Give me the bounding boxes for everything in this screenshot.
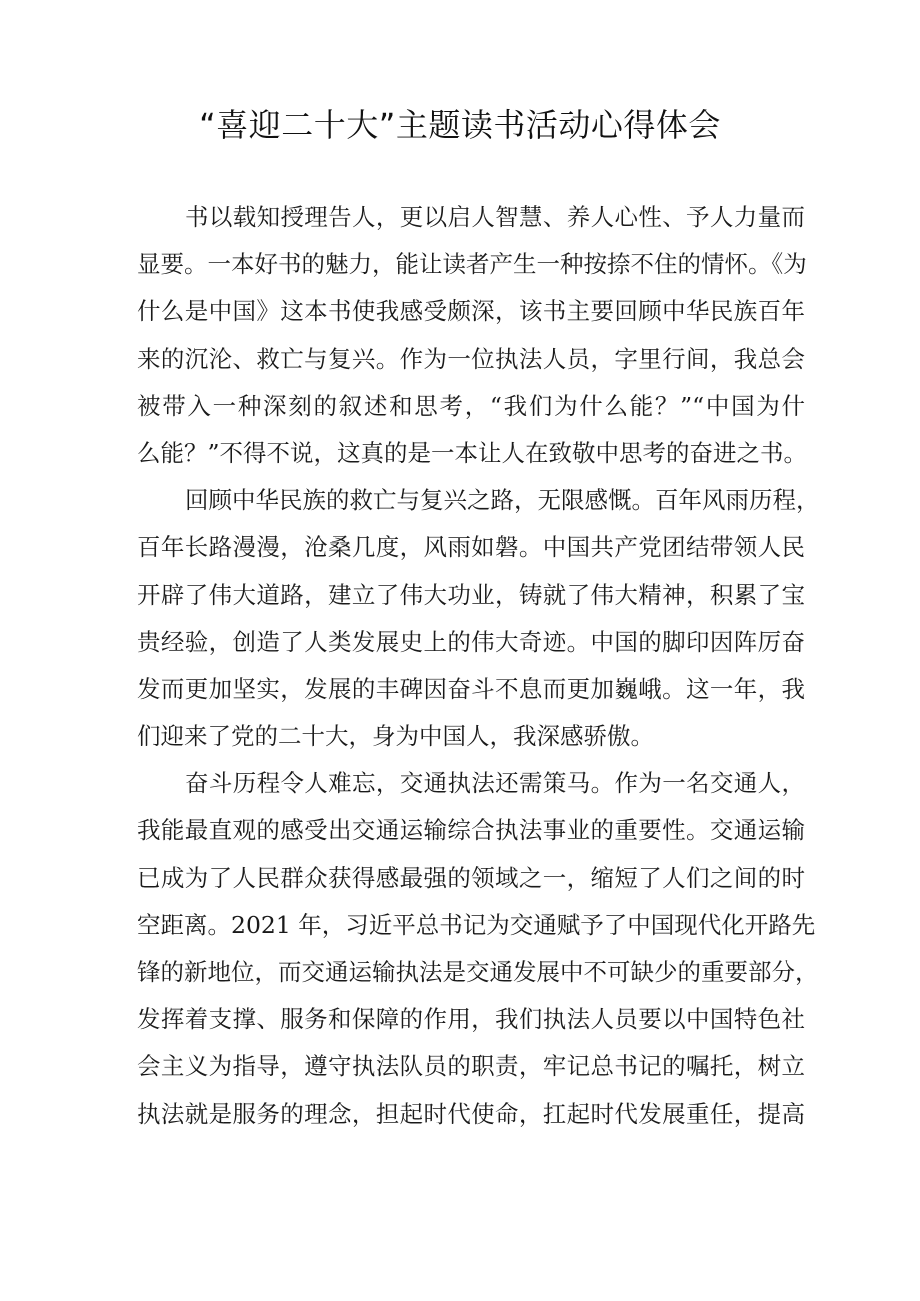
paragraph-3-line: 已成为了人民群众获得感最强的领域之一，缩短了人们之间的时 — [137, 863, 805, 892]
paragraph-1-line: 么能？”不得不说，这真的是一本让人在致敬中思考的奋进之书。 — [137, 438, 808, 467]
paragraph-2-line: 回顾中华民族的救亡与复兴之路，无限感慨。百年风雨历程， — [185, 486, 820, 515]
paragraph-2-line: 百年长路漫漫，沧桑几度，风雨如磐。中国共产党团结带领人民 — [137, 533, 805, 562]
paragraph-3-line: 锋的新地位，而交通运输执法是交通发展中不可缺少的重要部分， — [137, 958, 819, 986]
document-body — [137, 194, 820, 1138]
paragraph-3-line: 执法就是服务的理念，担起时代使命，扛起时代发展重任，提高 — [137, 1099, 805, 1128]
paragraph-3-line: 空距离。2021 年，习近平总书记为交通赋予了中国现代化开路先 — [137, 910, 816, 939]
paragraph-3-line: 我能最直观的感受出交通运输综合执法事业的重要性。交通运输 — [137, 816, 805, 845]
paragraph-2-line: 发而更加坚实，发展的丰碑因奋斗不息而更加巍峨。这一年，我 — [137, 674, 805, 703]
paragraph-3-line: 奋斗历程令人难忘，交通执法还需策马。作为一名交通人， — [185, 769, 805, 798]
document-title: “喜迎二十大”主题读书活动心得体会 — [199, 106, 721, 144]
paragraph-1-line: 书以载知授理告人，更以启人智慧、养人心性、予人力量而 — [185, 203, 805, 231]
paragraph-1-line: 来的沉沦、救亡与复兴。作为一位执法人员，字里行间，我总会 — [137, 344, 805, 373]
paragraph-3-line: 会主义为指导，遵守执法队员的职责，牢记总书记的嘱托，树立 — [137, 1052, 805, 1081]
paragraph-1-line: 被带入一种深刻的叙述和思考，“我们为什么能？”“中国为什 — [137, 391, 805, 420]
paragraph-2-line: 开辟了伟大道路，建立了伟大功业，铸就了伟大精神，积累了宝 — [137, 580, 805, 609]
paragraph-2-line: 们迎来了党的二十大，身为中国人，我深感骄傲。 — [137, 722, 654, 751]
paragraph-1-line: 什么是中国》这本书使我感受颇深，该书主要回顾中华民族百年 — [137, 297, 805, 326]
paragraph-1-line: 显要。一本好书的魅力，能让读者产生一种按捺不住的情怀。《为 — [137, 250, 807, 279]
paragraph-2-line: 贵经验，创造了人类发展史上的伟大奇迹。中国的脚印因阵厉奋 — [137, 627, 805, 656]
paragraph-3-line: 发挥着支撑、服务和保障的作用，我们执法人员要以中国特色社 — [137, 1005, 805, 1034]
